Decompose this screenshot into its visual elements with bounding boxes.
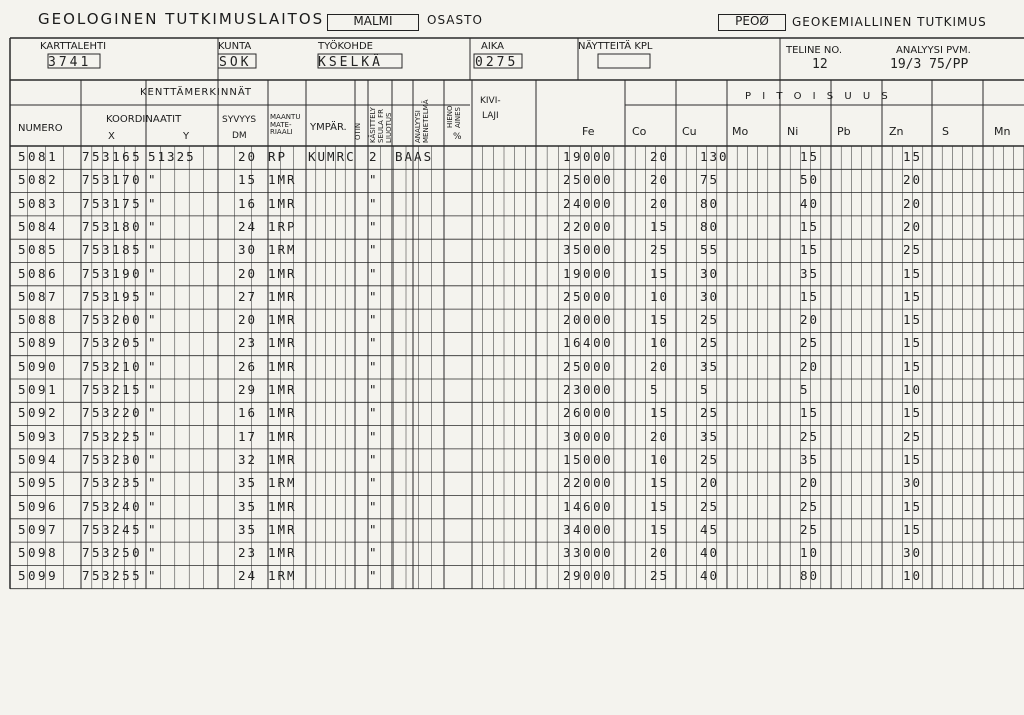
row-depth: 17: [238, 428, 258, 444]
row-zn: 15: [903, 149, 923, 164]
row-number: 5092: [18, 405, 59, 421]
row-treatment: BAAS: [395, 149, 434, 164]
row-sampler: ": [369, 428, 379, 444]
row-sampler: ": [369, 451, 379, 467]
row-cu: 30: [700, 265, 720, 281]
row-depth: 23: [238, 335, 258, 351]
row-zn: 20: [903, 195, 923, 211]
row-depth: 20: [238, 149, 258, 164]
row-ni: 15: [800, 405, 820, 421]
row-sampler: ": [369, 475, 379, 491]
row-material: 1RM: [268, 475, 297, 491]
row-depth: 15: [238, 172, 258, 188]
row-zn: 15: [903, 265, 923, 281]
row-co: 20: [650, 358, 670, 374]
row-number: 5090: [18, 358, 59, 374]
row-material: 1MR: [268, 405, 297, 421]
row-x-coordinate: 753235: [82, 475, 143, 491]
row-y-coordinate: ": [148, 265, 158, 281]
row-co: 20: [650, 172, 670, 188]
koordinaatit-header: KOORDINAATIT: [106, 114, 182, 125]
kenttamerkinnat-header: KENTTÄMERKINNÄT: [140, 87, 252, 98]
pitoisuus-header: P I T O I S U U S: [745, 91, 892, 102]
row-y-coordinate: ": [148, 335, 158, 351]
row-material: 1MR: [268, 335, 297, 351]
laji-header: LAJI: [482, 111, 499, 121]
ympar-header: YMPÄR.: [310, 122, 347, 133]
row-fe: 26000: [563, 405, 614, 421]
row-y-coordinate: ": [148, 451, 158, 467]
dept-label: OSASTO: [427, 13, 483, 27]
dm-header: DM: [232, 131, 247, 141]
row-y-coordinate: ": [148, 498, 158, 514]
row-fe: 35000: [563, 242, 614, 258]
row-y-coordinate: ": [148, 172, 158, 188]
element-header: Cu: [682, 125, 697, 138]
row-fe: 25000: [563, 172, 614, 188]
row-co: 20: [650, 195, 670, 211]
row-cu: 40: [700, 545, 720, 561]
row-co: 15: [650, 265, 670, 281]
row-zn: 15: [903, 521, 923, 537]
row-depth: 23: [238, 545, 258, 561]
row-number: 5093: [18, 428, 59, 444]
row-cu: 55: [700, 242, 720, 258]
row-fe: 16400: [563, 335, 614, 351]
row-sampler: ": [369, 545, 379, 561]
row-ni: 15: [800, 218, 820, 234]
element-header: Zn: [889, 125, 904, 138]
row-ni: 15: [800, 242, 820, 258]
org-name: GEOLOGINEN TUTKIMUSLAITOS: [38, 10, 325, 28]
row-number: 5089: [18, 335, 59, 351]
row-co: 10: [650, 451, 670, 467]
percent-header: %: [453, 132, 462, 142]
project-label: GEOKEMIALLINEN TUTKIMUS: [792, 15, 987, 29]
row-fe: 23000: [563, 382, 614, 397]
row-cu: 25: [700, 312, 720, 328]
kunta-value: SOK: [219, 55, 252, 70]
row-fe: 19000: [563, 265, 614, 281]
row-cu: 130: [700, 149, 729, 164]
row-surroundings: KUMRC: [308, 149, 356, 164]
row-material: 1RM: [268, 242, 297, 258]
row-cu: 35: [700, 358, 720, 374]
row-x-coordinate: 753200: [82, 312, 143, 328]
row-zn: 15: [903, 358, 923, 374]
row-y-coordinate: ": [148, 545, 158, 561]
row-ni: 35: [800, 451, 820, 467]
row-cu: 80: [700, 218, 720, 234]
row-co: 20: [650, 149, 670, 164]
row-cu: 25: [700, 498, 720, 514]
row-x-coordinate: 753185: [82, 242, 143, 258]
row-sampler: ": [369, 358, 379, 374]
row-co: 25: [650, 242, 670, 258]
x-header: X: [108, 131, 115, 142]
row-sampler: ": [369, 265, 379, 281]
kunta-label: KUNTA: [218, 41, 252, 52]
row-sampler: ": [369, 335, 379, 351]
row-zn: 10: [903, 568, 923, 584]
row-sampler: ": [369, 218, 379, 234]
row-material: 1MR: [268, 498, 297, 514]
row-x-coordinate: 753230: [82, 451, 143, 467]
row-ni: 35: [800, 265, 820, 281]
row-zn: 15: [903, 312, 923, 328]
teline-label: TELINE NO.: [786, 45, 843, 56]
row-material: 1MR: [268, 382, 297, 397]
analyysi-value: 19/3 75/PP: [890, 57, 969, 72]
row-x-coordinate: 753195: [82, 288, 143, 304]
row-fe: 34000: [563, 521, 614, 537]
row-y-coordinate: ": [148, 218, 158, 234]
row-material: 1MR: [268, 195, 297, 211]
row-number: 5096: [18, 498, 59, 514]
row-ni: 80: [800, 568, 820, 584]
nayte-label: NÄYTTEITÄ KPL: [578, 41, 653, 52]
row-material: 1MR: [268, 428, 297, 444]
project-box: PEOØ: [718, 14, 786, 31]
row-y-coordinate: ": [148, 242, 158, 258]
row-ni: 20: [800, 358, 820, 374]
maantu-header: MAANTU MATE- RIAALI: [270, 113, 301, 137]
syvyys-header: SYVYYS: [222, 115, 257, 125]
row-material: 1MR: [268, 288, 297, 304]
row-depth: 29: [238, 382, 258, 397]
row-depth: 35: [238, 475, 258, 491]
row-ni: 20: [800, 475, 820, 491]
row-number: 5091: [18, 382, 59, 397]
row-co: 10: [650, 335, 670, 351]
element-header: S: [942, 125, 949, 138]
row-zn: 20: [903, 218, 923, 234]
row-cu: 30: [700, 288, 720, 304]
row-cu: 5: [700, 382, 710, 397]
row-y-coordinate: ": [148, 428, 158, 444]
row-material: 1RM: [268, 568, 297, 584]
row-number: 5088: [18, 312, 59, 328]
row-depth: 30: [238, 242, 258, 258]
row-y-coordinate: ": [148, 521, 158, 537]
row-y-coordinate: ": [148, 475, 158, 491]
row-depth: 20: [238, 265, 258, 281]
row-y-coordinate: ": [148, 358, 158, 374]
row-x-coordinate: 753175: [82, 195, 143, 211]
row-number: 5086: [18, 265, 59, 281]
row-cu: 25: [700, 335, 720, 351]
row-co: 25: [650, 568, 670, 584]
row-fe: 22000: [563, 218, 614, 234]
row-depth: 16: [238, 405, 258, 421]
row-x-coordinate: 753245: [82, 521, 143, 537]
row-sampler: ": [369, 288, 379, 304]
row-co: 15: [650, 312, 670, 328]
element-header: Pb: [837, 125, 851, 138]
element-header: Ni: [787, 125, 799, 138]
row-x-coordinate: 753170: [82, 172, 143, 188]
row-material: RP: [268, 149, 288, 164]
row-ni: 10: [800, 545, 820, 561]
row-depth: 32: [238, 451, 258, 467]
tyokohde-value: KSELKÄ: [318, 55, 383, 70]
row-ni: 25: [800, 335, 820, 351]
row-number: 5097: [18, 521, 59, 537]
row-fe: 20000: [563, 312, 614, 328]
row-ni: 5: [800, 382, 810, 397]
karttalehti-label: KARTTALEHTI: [40, 41, 107, 52]
numero-header: NUMERO: [18, 123, 63, 134]
analyysi-menetelma-header: ANALYYSI MENETELMÄ: [414, 99, 431, 143]
row-sampler: ": [369, 498, 379, 514]
row-zn: 30: [903, 545, 923, 561]
row-fe: 25000: [563, 288, 614, 304]
row-cu: 45: [700, 521, 720, 537]
row-ni: 25: [800, 498, 820, 514]
row-material: 1MR: [268, 521, 297, 537]
row-zn: 25: [903, 242, 923, 258]
row-depth: 26: [238, 358, 258, 374]
row-y-coordinate: 51325: [148, 149, 196, 164]
row-x-coordinate: 753165: [82, 149, 143, 164]
row-fe: 33000: [563, 545, 614, 561]
row-co: 15: [650, 521, 670, 537]
row-sampler: 2: [369, 149, 379, 164]
row-zn: 15: [903, 498, 923, 514]
row-x-coordinate: 753220: [82, 405, 143, 421]
row-sampler: ": [369, 242, 379, 258]
row-ni: 20: [800, 312, 820, 328]
row-y-coordinate: ": [148, 405, 158, 421]
row-number: 5099: [18, 568, 59, 584]
row-zn: 15: [903, 405, 923, 421]
row-x-coordinate: 753215: [82, 382, 143, 397]
row-x-coordinate: 753180: [82, 218, 143, 234]
row-depth: 35: [238, 498, 258, 514]
row-fe: 29000: [563, 568, 614, 584]
row-x-coordinate: 753255: [82, 568, 143, 584]
aika-label: AIKA: [481, 41, 505, 52]
row-ni: 25: [800, 428, 820, 444]
row-number: 5081: [18, 149, 59, 164]
row-ni: 15: [800, 288, 820, 304]
row-depth: 27: [238, 288, 258, 304]
hieno-aines-header: HIENO AINES: [446, 105, 463, 128]
row-zn: 30: [903, 475, 923, 491]
row-sampler: ": [369, 312, 379, 328]
element-header: Mn: [994, 125, 1011, 138]
row-sampler: ": [369, 195, 379, 211]
row-ni: 15: [800, 149, 820, 164]
row-y-coordinate: ": [148, 312, 158, 328]
row-material: 1MR: [268, 172, 297, 188]
row-co: 15: [650, 498, 670, 514]
teline-value: 12: [812, 57, 828, 72]
row-material: 1MR: [268, 358, 297, 374]
row-zn: 25: [903, 428, 923, 444]
row-cu: 40: [700, 568, 720, 584]
aika-value: 0275: [475, 55, 519, 70]
row-sampler: ": [369, 172, 379, 188]
row-depth: 35: [238, 521, 258, 537]
row-fe: 15000: [563, 451, 614, 467]
element-header: Fe: [582, 125, 595, 138]
row-cu: 25: [700, 451, 720, 467]
row-number: 5094: [18, 451, 59, 467]
row-cu: 25: [700, 405, 720, 421]
row-depth: 24: [238, 568, 258, 584]
row-y-coordinate: ": [148, 288, 158, 304]
row-cu: 35: [700, 428, 720, 444]
dept-box: MALMI: [327, 14, 419, 31]
row-material: 1MR: [268, 545, 297, 561]
row-number: 5085: [18, 242, 59, 258]
row-zn: 20: [903, 172, 923, 188]
row-number: 5082: [18, 172, 59, 188]
row-co: 15: [650, 405, 670, 421]
karttalehti-value: 3741: [48, 55, 92, 70]
row-x-coordinate: 753205: [82, 335, 143, 351]
kivi-header: KIVI-: [480, 96, 501, 106]
row-fe: 30000: [563, 428, 614, 444]
row-co: 10: [650, 288, 670, 304]
row-depth: 16: [238, 195, 258, 211]
row-sampler: ": [369, 382, 379, 397]
row-material: 1MR: [268, 265, 297, 281]
row-co: 20: [650, 428, 670, 444]
row-ni: 50: [800, 172, 820, 188]
row-material: 1MR: [268, 312, 297, 328]
row-y-coordinate: ": [148, 382, 158, 397]
row-zn: 10: [903, 382, 923, 397]
row-fe: 25000: [563, 358, 614, 374]
kasittely-header: KÄSITTELY SEULA FR LIUOTUS: [369, 107, 394, 143]
row-zn: 15: [903, 451, 923, 467]
row-material: 1RP: [268, 218, 297, 234]
row-depth: 24: [238, 218, 258, 234]
row-number: 5095: [18, 475, 59, 491]
row-fe: 22000: [563, 475, 614, 491]
row-sampler: ": [369, 405, 379, 421]
row-co: 15: [650, 475, 670, 491]
row-x-coordinate: 753190: [82, 265, 143, 281]
row-number: 5083: [18, 195, 59, 211]
row-x-coordinate: 753210: [82, 358, 143, 374]
row-number: 5084: [18, 218, 59, 234]
row-material: 1MR: [268, 451, 297, 467]
row-ni: 25: [800, 521, 820, 537]
row-y-coordinate: ": [148, 195, 158, 211]
y-header: Y: [183, 131, 190, 142]
row-cu: 20: [700, 475, 720, 491]
element-header: Co: [632, 125, 647, 138]
row-number: 5098: [18, 545, 59, 561]
analyysi-label: ANALYYSI PVM.: [896, 45, 971, 56]
row-ni: 40: [800, 195, 820, 211]
row-fe: 14600: [563, 498, 614, 514]
row-co: 5: [650, 382, 660, 397]
row-zn: 15: [903, 288, 923, 304]
row-co: 20: [650, 545, 670, 561]
row-cu: 75: [700, 172, 720, 188]
row-x-coordinate: 753240: [82, 498, 143, 514]
row-zn: 15: [903, 335, 923, 351]
row-fe: 19000: [563, 149, 614, 164]
row-co: 15: [650, 218, 670, 234]
row-number: 5087: [18, 288, 59, 304]
row-sampler: ": [369, 568, 379, 584]
row-sampler: ": [369, 521, 379, 537]
row-fe: 24000: [563, 195, 614, 211]
tyokohde-label: TYÖKOHDE: [318, 41, 373, 52]
element-header: Mo: [732, 125, 749, 138]
row-depth: 20: [238, 312, 258, 328]
row-x-coordinate: 753250: [82, 545, 143, 561]
row-cu: 80: [700, 195, 720, 211]
otin-header: OTIN: [354, 122, 362, 140]
row-y-coordinate: ": [148, 568, 158, 584]
row-x-coordinate: 753225: [82, 428, 143, 444]
